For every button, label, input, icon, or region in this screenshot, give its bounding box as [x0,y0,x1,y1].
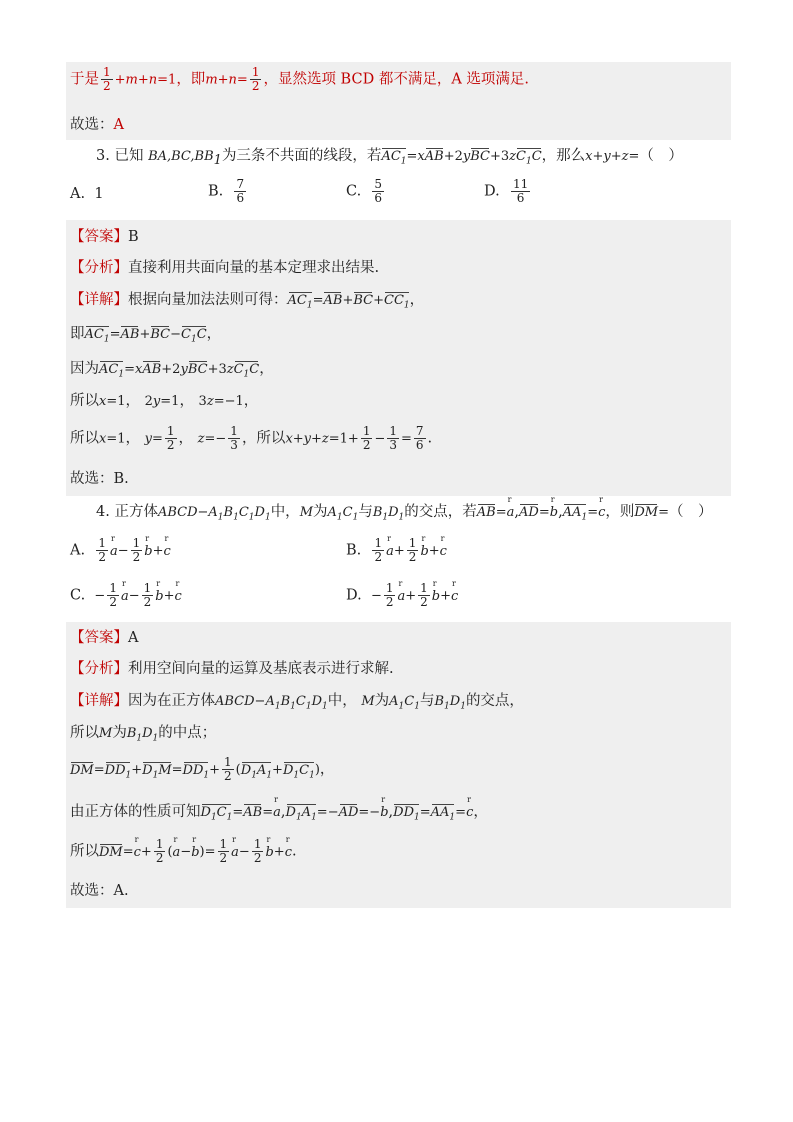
q3-option-b: B. $\frac{7}{6}$ [208,177,245,205]
q4-answer: 【答案】A [70,630,139,646]
q4-detail-5: 所以DM=r c+ $\frac{1}{2}$ (r a−r b)= $\frac{1}{2}$ r a− $\frac{1}{2}$ r b+r c. [70,838,297,865]
q4-option-b: B. $\frac{1}{2}$ r a+ $\frac{1}{2}$ r b+r c [346,537,447,564]
q3-option-d: D. $\frac{11}{6}$ [484,177,529,205]
q3-detail-3: 因为$AC_1=xAB+2yBC+3zC_1C$， [70,361,274,380]
q2-choose-line: 故选：A [70,117,124,133]
q4-detail-3: $DM=DD_1+D_1M=DD_1+$ $\frac{1}{2}$ $(D_1A_1+D_1C_1)$， [70,755,335,783]
q3-option-c: C. $\frac{5}{6}$ [346,177,383,205]
q3-option-a: A. 1 [70,186,104,202]
q4-detail-2: 所以M为$B_1D_1$的中点； [70,725,217,744]
q3-detail-5: 所以x=1， y= $\frac{1}{2}$ ， z=− $\frac{1}{3}$ ，所以x+y+z=1+ $\frac{1}{2}$ − $\frac{1}{3}$ = $\frac{7}{6}$ . [70,424,433,452]
q3-answer: 【答案】B [70,229,139,245]
q4-option-c: C. − $\frac{1}{2}$ r a− $\frac{1}{2}$ r b+r c [70,582,182,609]
q4-choose: 故选：A. [70,883,129,899]
q4-detail-1: 【详解】因为在正方体$ABCD-A_1B_1C_1D_1$中， M为$A_1C_1$与$B_1D_1$的交点， [70,693,524,712]
q4-option-a: A. $\frac{1}{2}$ r a− $\frac{1}{2}$ r b+r c [70,537,171,564]
q3-analysis: 【分析】直接利用共面向量的基本定理求出结果. [70,260,380,276]
q2-conclusion-line: 于是 $\frac{1}{2}$ +m+n=1，即m+n= $\frac{1}{2}$ ，显然选项 BCD 都不满足，A 选项满足. [70,65,530,93]
q4-stem: 4. 正方体$ABCD-A_1B_1C_1D_1$中，M为$A_1C_1$与$B_1D_1$的交点，若AB=r a,AD=r $b,AA_1=r$ c，则DM=（ ） [96,500,713,523]
q3-choose: 故选：B. [70,471,129,487]
q4-detail-4: 由正方体的性质可知$D_1C_1=AB=r$ $a,D_1A_1=-AD=-r$ $b,DD_1=AA_1=r$ c， [70,800,488,823]
q3-detail-1: 【详解】根据向量加法法则可得：$AC_1=AB+BC+CC_1$， [70,292,425,311]
q3-stem: 3. 已知 $BA,BC,BB_1$为三条不共面的线段，若$AC_1=xAB+2yBC+3zC_1C$，那么x+y+z=（ ） [96,148,683,168]
q4-analysis: 【分析】利用空间向量的运算及基底表示进行求解. [70,661,394,677]
q4-option-d: D. − $\frac{1}{2}$ r a+ $\frac{1}{2}$ r b+r c [346,582,458,609]
q3-detail-2: 即$AC_1=AB+BC-C_1C$， [70,326,222,345]
q3-detail-4: 所以x=1， 2y=1， 3z=−1， [70,393,259,409]
